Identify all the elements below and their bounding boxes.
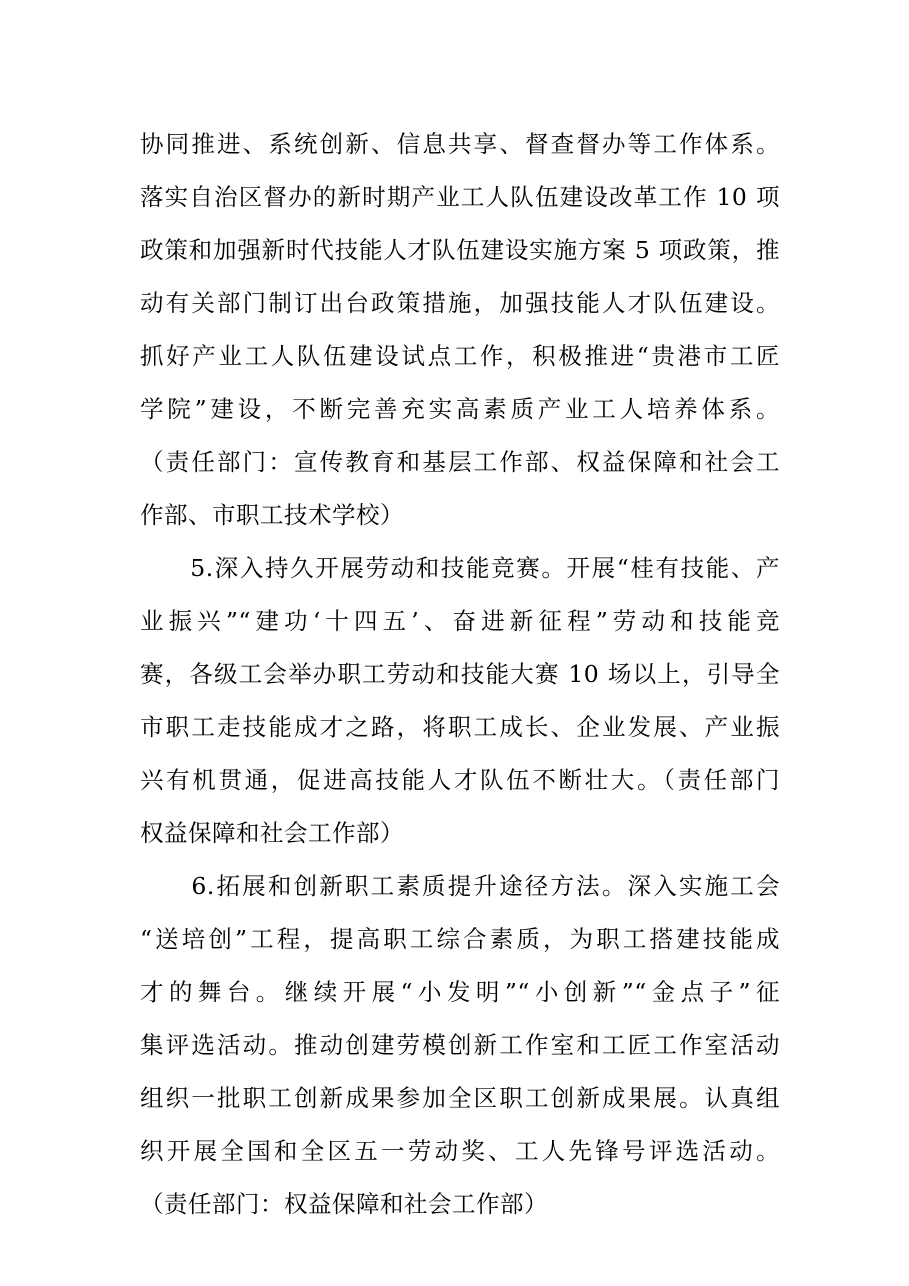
text-line: 市职工走技能成才之路，将职工成长、企业发展、产业振: [140, 713, 780, 741]
text-line: 落实自治区督办的新时期产业工人队伍建设改革工作 10 项: [140, 183, 780, 211]
text-line: （责任部门：宣传教育和基层工作部、权益保障和社会工: [140, 448, 780, 476]
text-line: 业振兴”“建功‘十四五’、奋进新征程”劳动和技能竞: [140, 607, 780, 635]
text-line: 学院”建设，不断完善充实高素质产业工人培养体系。: [140, 395, 780, 423]
text-line: 集评选活动。推动创建劳模创新工作室和工匠工作室活动: [140, 1031, 780, 1059]
text-line: “送培创”工程，提高职工综合素质，为职工搭建技能成: [140, 925, 780, 953]
text-line: 6.拓展和创新职工素质提升途径方法。深入实施工会: [140, 872, 780, 900]
text-line: 政策和加强新时代技能人才队伍建设实施方案 5 项政策，推: [140, 236, 780, 264]
text-line: 织开展全国和全区五一劳动奖、工人先锋号评选活动。: [140, 1137, 780, 1165]
text-line: 5.深入持久开展劳动和技能竞赛。开展“桂有技能、产: [140, 554, 780, 582]
text-line: 抓好产业工人队伍建设试点工作，积极推进“贵港市工匠: [140, 342, 780, 370]
text-line: 兴有机贯通，促进高技能人才队伍不断壮大。（责任部门: [140, 766, 780, 794]
body-text: [140, 118, 780, 1231]
text-line: 协同推进、系统创新、信息共享、督查督办等工作体系。: [140, 130, 780, 158]
text-line: 才的舞台。继续开展“小发明”“小创新”“金点子”征: [140, 978, 780, 1006]
text-line: 权益保障和社会工作部）: [140, 819, 404, 847]
text-line: 组织一批职工创新成果参加全区职工创新成果展。认真组: [140, 1084, 780, 1112]
text-line: （责任部门：权益保障和社会工作部）: [140, 1190, 548, 1218]
text-line: 赛，各级工会举办职工劳动和技能大赛 10 场以上，引导全: [140, 660, 780, 688]
text-line: 作部、市职工技术学校）: [140, 501, 404, 529]
text-line: 动有关部门制订出台政策措施，加强技能人才队伍建设。: [140, 289, 780, 317]
